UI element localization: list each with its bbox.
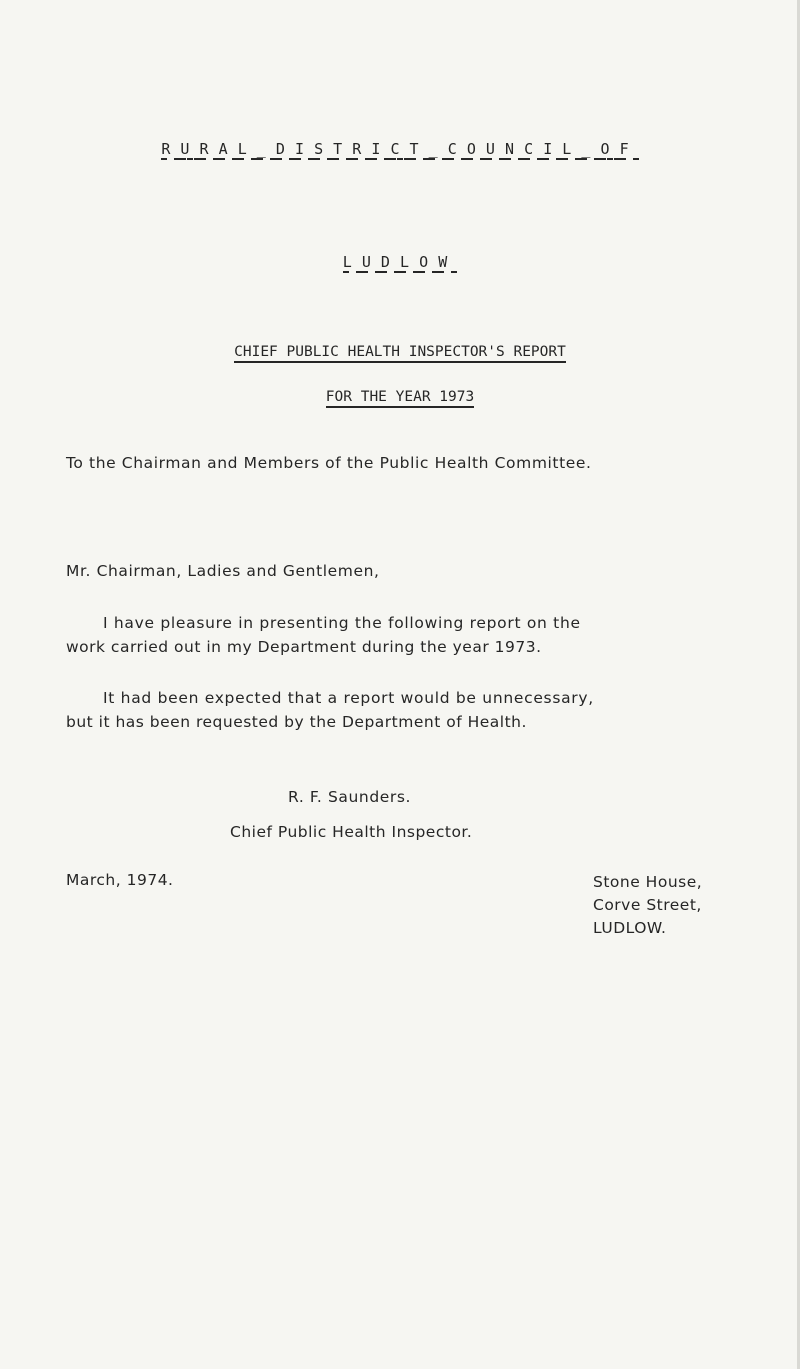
title-letter: _ xyxy=(581,140,600,160)
title-letter: I xyxy=(543,140,562,160)
address-line-3: LUDLOW. xyxy=(593,919,667,937)
signatory-title: Chief Public Health Inspector. xyxy=(230,823,473,841)
title-letter: R xyxy=(200,140,219,160)
title-letter: C xyxy=(524,140,543,160)
title-letter: L xyxy=(562,140,581,160)
title-letter: O xyxy=(467,140,486,160)
addressee: To the Chairman and Members of the Public Health Committee. xyxy=(66,454,592,472)
title-letter: W xyxy=(438,253,457,273)
title-letter: U xyxy=(486,140,505,160)
title-letter: D xyxy=(276,140,295,160)
address-line-1: Stone House, xyxy=(593,873,703,891)
title-letter: T xyxy=(410,140,429,160)
title-letter: R xyxy=(161,140,180,160)
title-letter: L xyxy=(238,140,257,160)
title-letter: U xyxy=(362,253,381,273)
title-letter: L xyxy=(400,253,419,273)
title-letter: _ xyxy=(429,140,448,160)
title-letter: C xyxy=(448,140,467,160)
title-letter: U xyxy=(180,140,199,160)
paragraph-1-line-2: work carried out in my Department during the year 1973. xyxy=(66,638,542,656)
report-title-text: CHIEF PUBLIC HEALTH INSPECTOR'S REPORT xyxy=(234,344,566,363)
title-letter: O xyxy=(419,253,438,273)
report-title xyxy=(0,344,800,363)
title-letter: A xyxy=(219,140,238,160)
council-title xyxy=(0,140,800,160)
paragraph-1-line-1: I have pleasure in presenting the following report on the xyxy=(103,614,581,632)
council-name xyxy=(0,253,800,273)
title-letter: R xyxy=(352,140,371,160)
title-letter: _ xyxy=(257,140,276,160)
title-letter: S xyxy=(314,140,333,160)
title-letter: T xyxy=(333,140,352,160)
report-year-text: FOR THE YEAR 1973 xyxy=(326,389,474,408)
title-letter: F xyxy=(620,140,639,160)
title-letter: O xyxy=(600,140,619,160)
title-letter: D xyxy=(381,253,400,273)
title-letter: C xyxy=(390,140,409,160)
title-letter: I xyxy=(295,140,314,160)
title-letter: I xyxy=(371,140,390,160)
signatory-name: R. F. Saunders. xyxy=(288,788,412,806)
address-line-2: Corve Street, xyxy=(593,896,702,914)
report-year xyxy=(0,389,800,408)
report-date: March, 1974. xyxy=(66,871,174,889)
paragraph-2-line-2: but it has been requested by the Department of Health. xyxy=(66,713,527,731)
salutation: Mr. Chairman, Ladies and Gentlemen, xyxy=(66,562,380,580)
title-letter: L xyxy=(343,253,362,273)
title-letter: N xyxy=(505,140,524,160)
paragraph-2-line-1: It had been expected that a report would be unnecessary, xyxy=(103,689,594,707)
